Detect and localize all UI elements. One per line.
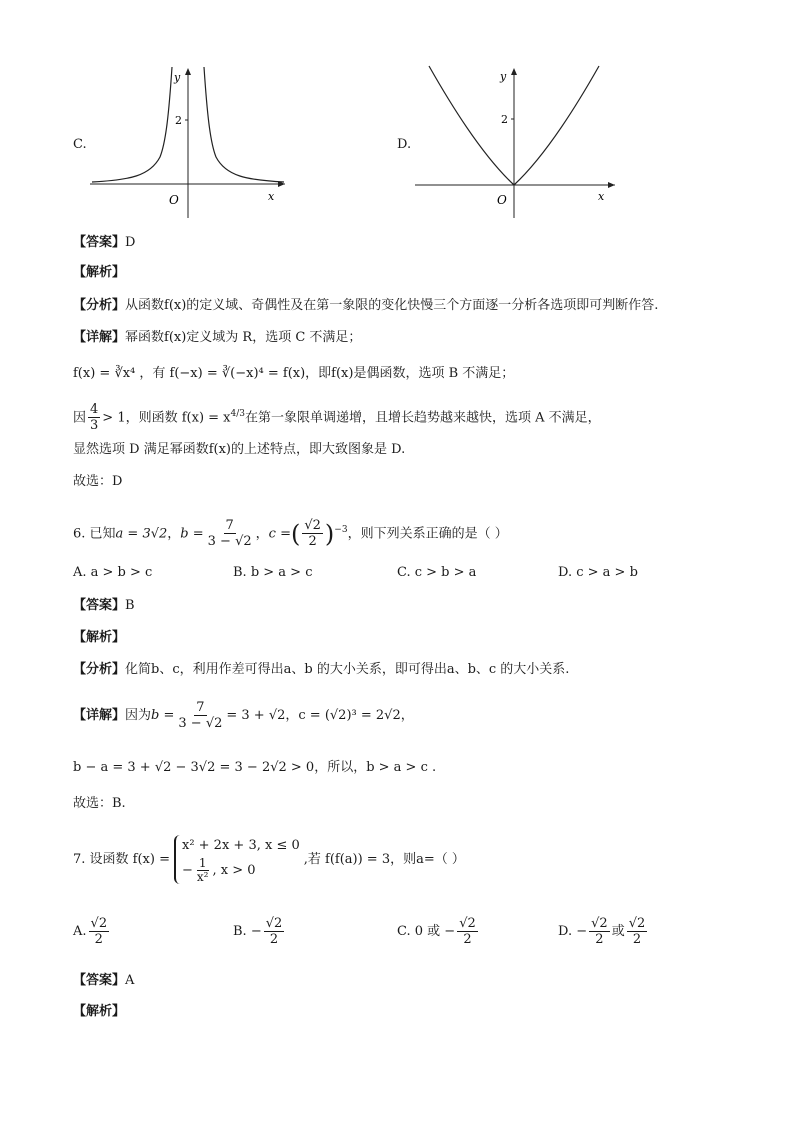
piece2-frac: $\frac{1}{\text{x²}}$ [196, 856, 209, 884]
xj-frac [176, 700, 224, 731]
line3-exp: 4/3 [230, 409, 245, 419]
analysis-tag: 【解析】 [73, 1004, 126, 1019]
analysis-tag: 【解析】 [73, 265, 126, 280]
q5-line2: f(x) = ∛x⁴ ，有 f(−x) = ∛(−x)⁴ = f(x)，即f(x)是偶函数，选项 B 不满足； [73, 366, 515, 381]
piece-2: − $\frac{1}{\text{x²}}$ , x > 0 [181, 856, 256, 884]
q6-c-lhs: c = [268, 526, 291, 542]
opt-frac: $\frac{√2}{2}$ [459, 916, 476, 947]
q7-analysis-line [73, 1002, 125, 1022]
q7-stem-post: ,若 f(f(a)) = 3，则a=（ ） [303, 852, 465, 867]
q6-option-d: D. c > a > b [558, 565, 638, 580]
y-axis-arrow [185, 68, 191, 75]
graph-d [415, 62, 620, 222]
q5-xiangjie-line [73, 328, 361, 348]
xj-pre: 因为 [125, 708, 152, 723]
frac-den: 3 − √2 [178, 716, 223, 731]
q6-option-c: C. c > b > a [397, 565, 477, 580]
answer-value: D [125, 235, 136, 250]
fenxi-text: 化简b、c，利用作差可得出a、b 的大小关系，即可得出a、b、c 的大小关系. [125, 662, 570, 677]
fraction-4-3 [88, 402, 100, 433]
option-d-label: D. [397, 137, 412, 152]
xiangjie-tag: 【详解】 [73, 708, 126, 723]
frac-den: 3 [90, 418, 99, 434]
opt-frac: $\frac{√2}{2}$ [265, 916, 283, 947]
piece-1: x² + 2x + 3, x ≤ 0 [181, 838, 300, 853]
q6-option-b: B. b > a > c [233, 565, 313, 580]
fenxi-tag: 【分析】 [73, 298, 126, 313]
answer-tag: 【答案】 [73, 973, 126, 988]
q6-option-a: A. a > b > c [73, 565, 153, 580]
frac-den: 2 [308, 534, 317, 550]
q6-xiangjie-line [73, 698, 414, 734]
q7-option-b: B. − $\frac{√2}{2}$ [233, 916, 283, 947]
q7-option-c: C. 0 或 − $\frac{√2}{2}$ [397, 916, 476, 947]
x-label: x [268, 190, 275, 203]
q5-line3 [73, 400, 601, 434]
y-label: y [500, 70, 507, 83]
q7-option-a: A. $\frac{√2}{2}$ [73, 916, 108, 947]
opt-frac-1: $\frac{√2}{2}$ [591, 916, 608, 947]
q6-analysis-line [73, 628, 125, 648]
analysis-tag: 【解析】 [73, 630, 126, 645]
x-axis-arrow [608, 182, 615, 188]
q6-answer-line [73, 596, 135, 616]
xiangjie-text: 幂函数f(x)定义域为 R，选项 C 不满足； [125, 330, 362, 345]
curve-right [514, 66, 599, 185]
frac-den: 3 − √2 [207, 534, 252, 550]
y-axis-arrow [511, 68, 517, 75]
q6-b-lhs: b = [180, 526, 204, 542]
answer-value: A [125, 973, 135, 988]
q5-analysis-line [73, 263, 125, 283]
answer-tag: 【答案】 [73, 235, 126, 250]
q7-stem-pre: 7. 设函数 f(x) = [73, 852, 170, 867]
q6-fenxi-line [73, 660, 569, 680]
origin-label: O [169, 193, 179, 207]
q5-answer-line [73, 233, 135, 253]
fenxi-text: 从函数f(x)的定义域、奇偶性及在第一象限的变化快慢三个方面逐一分析各选项即可判断作答. [125, 298, 659, 313]
q6-conclusion: 故选：B. [73, 796, 126, 811]
xj-b: b = [151, 708, 175, 723]
frac-num: 7 [225, 518, 234, 534]
line3-mid: > 1，则函数 f(x) = x [102, 410, 231, 426]
q5-conclusion: 故选：D [73, 474, 123, 489]
tick-2: 2 [501, 113, 508, 126]
q6-stem-post: ，则下列关系正确的是（ ） [347, 526, 508, 542]
opt-frac: $\frac{√2}{2}$ [90, 916, 108, 947]
xj-rest: = 3 + √2，c = (√2)³ = 2√2， [226, 708, 414, 723]
curve-left [92, 67, 172, 182]
paren-open: ( [290, 519, 301, 548]
q6-c-exp: −3 [334, 525, 348, 535]
q6-a-def: a = 3√2 [115, 526, 168, 542]
answer-value: B [125, 598, 135, 613]
q7-option-d: D. − $\frac{√2}{2}$ 或 $\frac{√2}{2}$ [558, 916, 646, 947]
q6-b-frac [206, 518, 254, 549]
x-label: x [598, 190, 605, 203]
graph-c [90, 62, 290, 222]
frac-num: 4 [90, 402, 99, 418]
xiangjie-tag: 【详解】 [73, 330, 126, 345]
q6-line2: b − a = 3 + √2 − 3√2 = 3 − 2√2 > 0，所以，b > a > c . [73, 760, 437, 775]
q5-line4: 显然选项 D 满足幂函数f(x)的上述特点，即大致图象是 D. [73, 442, 406, 457]
frac-num: √2 [304, 518, 321, 534]
tick-2: 2 [175, 114, 182, 127]
y-label: y [174, 71, 181, 84]
q6-stem-pre: 6. 已知 [73, 526, 116, 542]
q6-c-frac [302, 518, 323, 549]
opt-frac-2: $\frac{√2}{2}$ [628, 916, 646, 947]
curve-right [204, 67, 284, 182]
q7-answer-line [73, 971, 134, 991]
option-c-label: C. [73, 137, 87, 152]
piecewise [174, 835, 300, 884]
q5-fenxi-line [73, 296, 658, 316]
origin-label: O [497, 193, 507, 207]
line3-pre: 因 [73, 410, 87, 426]
frac-num: 7 [196, 700, 205, 715]
fenxi-tag: 【分析】 [73, 662, 126, 677]
line3-post: 在第一象限单调递增，且增长趋势越来越快，选项 A 不满足， [245, 410, 601, 426]
answer-tag: 【答案】 [73, 598, 126, 613]
q6-stem: 6. 已知a = 3√2，b = $\frac{7}{3 - √2}$ ，c =( $\frac{√2}{2}$ )$^{-3}$，则下列关系正确的是（ ） [73, 518, 508, 550]
paren-close: ) [324, 519, 335, 548]
q7-stem [73, 828, 465, 892]
